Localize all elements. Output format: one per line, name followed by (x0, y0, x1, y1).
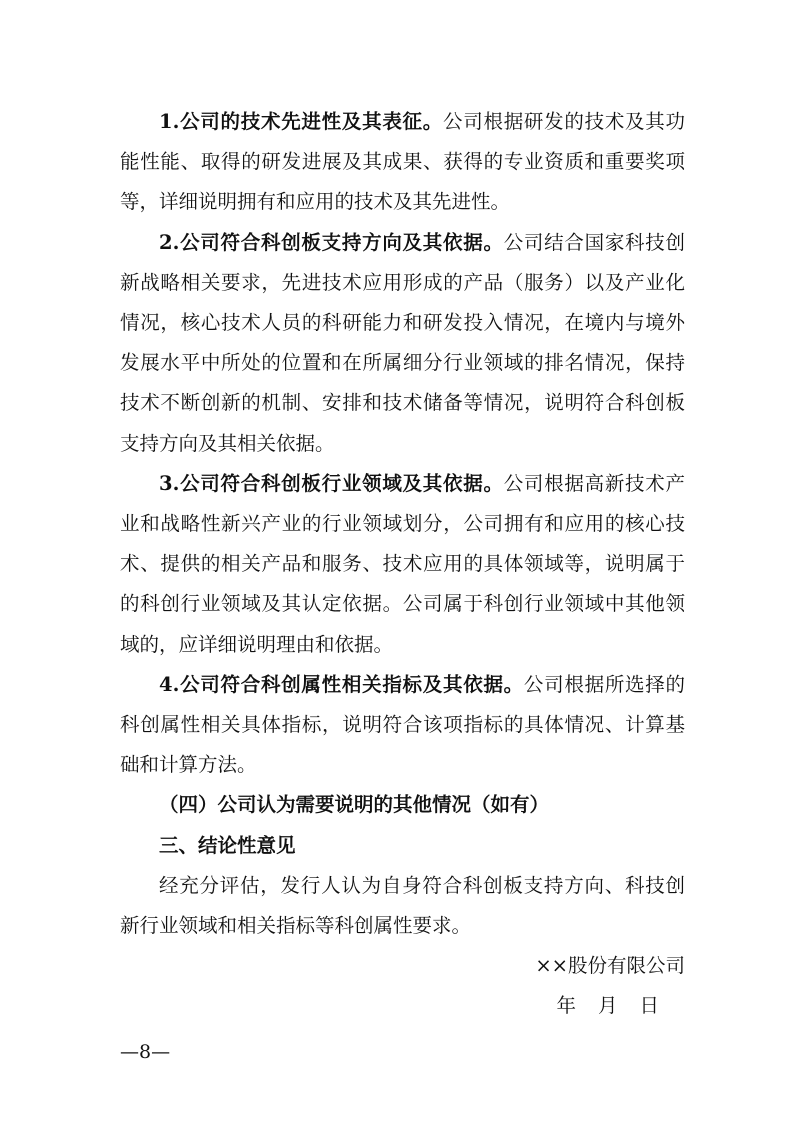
section-4-body: 公司根据所选择的科创属性相关具体指标，说明符合该项指标的具体情况、计算基础和计算方法。 (120, 672, 685, 777)
section-1-body: 公司根据研发的技术及其功能性能、取得的研发进展及其成果、获得的专业资质和重要奖项等，详细说明拥有和应用的技术及其先进性。 (120, 110, 685, 214)
section-2-heading: 2.公司符合科创板支持方向及其依据。 (159, 230, 504, 254)
section-4-heading: 4.公司符合科创属性相关指标及其依据。 (159, 672, 524, 696)
company-signature: ××股份有限公司 (535, 954, 685, 978)
section-4 (120, 665, 685, 786)
date-month: 月 (597, 994, 618, 1018)
section-1 (120, 102, 685, 223)
section-2-body: 公司结合国家科技创新战略相关要求，先进技术应用形成的产品（服务）以及产业化情况，核心技术人员的科研能力和研发投入情况，在境内与境外发展水平中所处的位置和在所属细分行业领域的排名情况，保持技术不断创新的机制、安排和技术储备等情况，说明符合科创板支持方向及其相关依据。 (120, 230, 685, 455)
date-day: 日 (639, 994, 659, 1018)
page-number: —8— (120, 1041, 171, 1063)
section-3-heading: 3.公司符合科创板行业领域及其依据。 (159, 471, 504, 495)
conclusion-body: 经充分评估，发行人认为自身符合科创板支持方向、科技创新行业领域和相关指标等科创属性要求。 (120, 873, 685, 938)
signature-date (120, 986, 685, 1026)
other-situations-heading: （四）公司认为需要说明的其他情况（如有） (159, 793, 550, 817)
date-year: 年 (556, 994, 576, 1018)
document-body (120, 102, 685, 1027)
section-2 (120, 223, 685, 464)
section-3-body: 公司根据高新技术产业和战略性新兴产业的行业领域划分，公司拥有和应用的核心技术、提供的相关产品和服务、技术应用的具体领域等，说明属于的科创行业领域及其认定依据。公司属于科创行业领域中其他领域的，应详细说明理由和依据。 (120, 471, 685, 656)
section-1-heading: 1.公司的技术先进性及其表征。 (159, 110, 444, 133)
section-3 (120, 464, 685, 665)
conclusion-heading: 三、结论性意见 (159, 833, 296, 857)
